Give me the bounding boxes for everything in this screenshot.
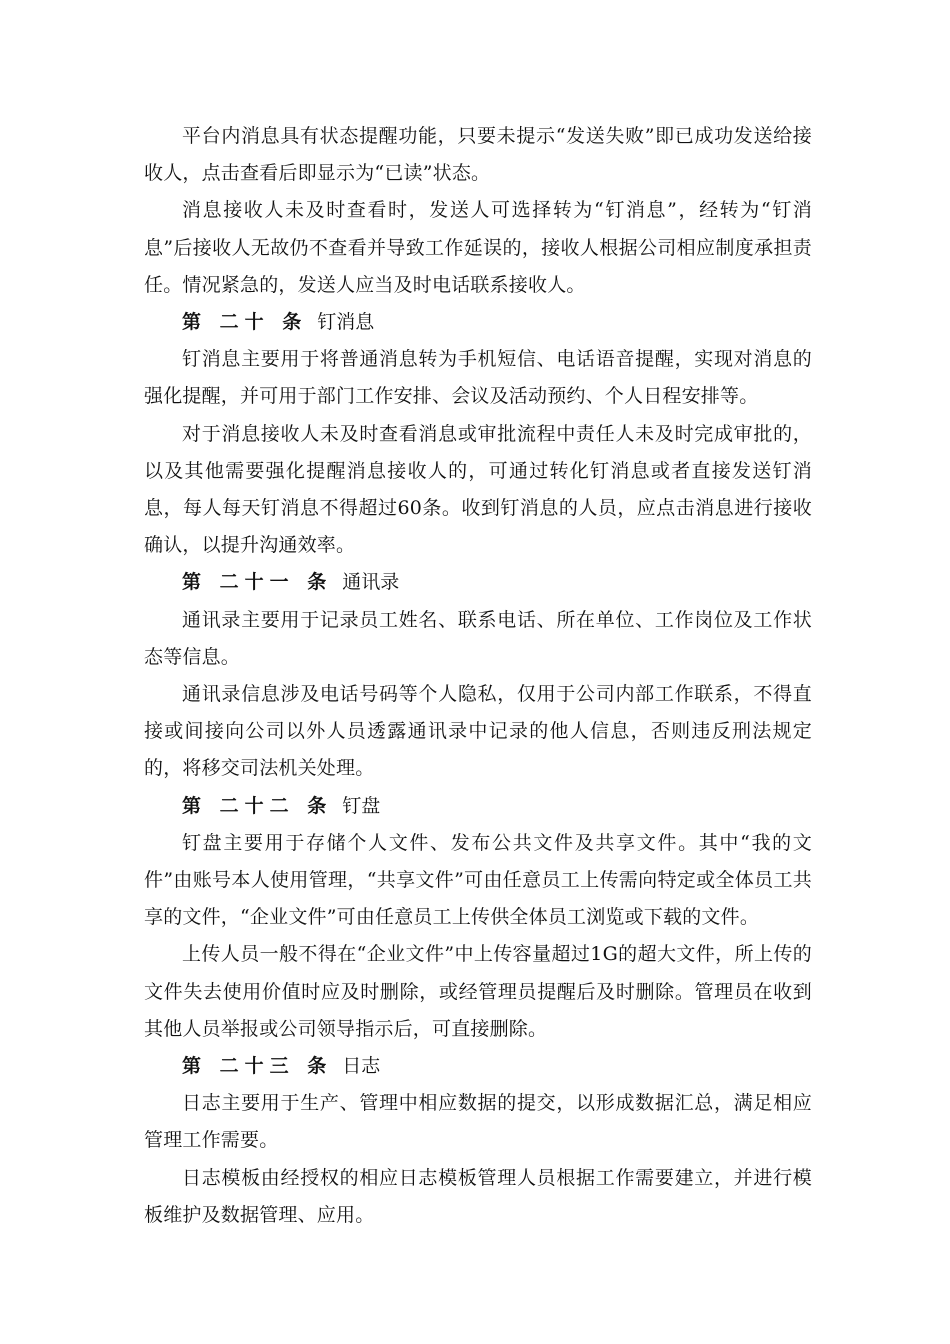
article-heading [144,564,812,601]
paragraph: 对于消息接收人未及时查看消息或审批流程中责任人未及时完成审批的，以及其他需要强化提醒消息接收人的，可通过转化钉消息或者直接发送钉消息，每人每天钉消息不得超过60条。收到钉消息的人员，应点击消息进行接收确认，以提升沟通效率。 [144,422,812,557]
paragraph: 钉消息主要用于将普通消息转为手机短信、电话语音提醒，实现对消息的强化提醒，并可用于部门工作安排、会议及活动预约、个人日程安排等。 [144,348,812,408]
article-title: 钉消息 [317,311,375,334]
article-heading [144,304,812,341]
paragraph: 日志主要用于生产、管理中相应数据的提交，以形成数据汇总，满足相应管理工作需要。 [144,1092,812,1152]
paragraph: 上传人员一般不得在“企业文件”中上传容量超过1G的超大文件，所上传的文件失去使用价值时应及时删除，或经管理员提醒后及时删除。管理员在收到其他人员举报或公司领导指示后，可直接删除。 [144,943,812,1040]
article-title: 日志 [342,1055,381,1078]
paragraph: 日志模板由经授权的相应日志模板管理人员根据工作需要建立，并进行模板维护及数据管理、应用。 [144,1166,812,1226]
article-number: 第 二十二 条 [182,794,333,817]
article-number: 第 二十三 条 [182,1055,333,1078]
article-number: 第 二十 条 [182,311,308,334]
document-body [144,118,812,1234]
article-title: 钉盘 [342,794,381,817]
paragraph: 通讯录主要用于记录员工姓名、联系电话、所在单位、工作岗位及工作状态等信息。 [144,608,812,668]
paragraph: 钉盘主要用于存储个人文件、发布公共文件及共享文件。其中“我的文件”由账号本人使用管理，“共享文件”可由任意员工上传需向特定或全体员工共享的文件，“企业文件”可由任意员工上传供全体员工浏览或下载的文件。 [144,831,812,929]
article-heading [144,1048,812,1085]
article-number: 第 二十一 条 [182,571,333,594]
article-title: 通讯录 [342,571,400,594]
paragraph: 平台内消息具有状态提醒功能，只要未提示“发送失败”即已成功发送给接收人，点击查看后即显示为“已读”状态。 [144,125,812,185]
article-heading [144,788,812,825]
paragraph: 消息接收人未及时查看时，发送人可选择转为“钉消息”，经转为“钉消息”后接收人无故仍不查看并导致工作延误的，接收人根据公司相应制度承担责任。情况紧急的，发送人应当及时电话联系接收人。 [144,199,812,296]
paragraph: 通讯录信息涉及电话号码等个人隐私，仅用于公司内部工作联系，不得直接或间接向公司以外人员透露通讯录中记录的他人信息，否则违反刑法规定的，将移交司法机关处理。 [144,683,812,780]
